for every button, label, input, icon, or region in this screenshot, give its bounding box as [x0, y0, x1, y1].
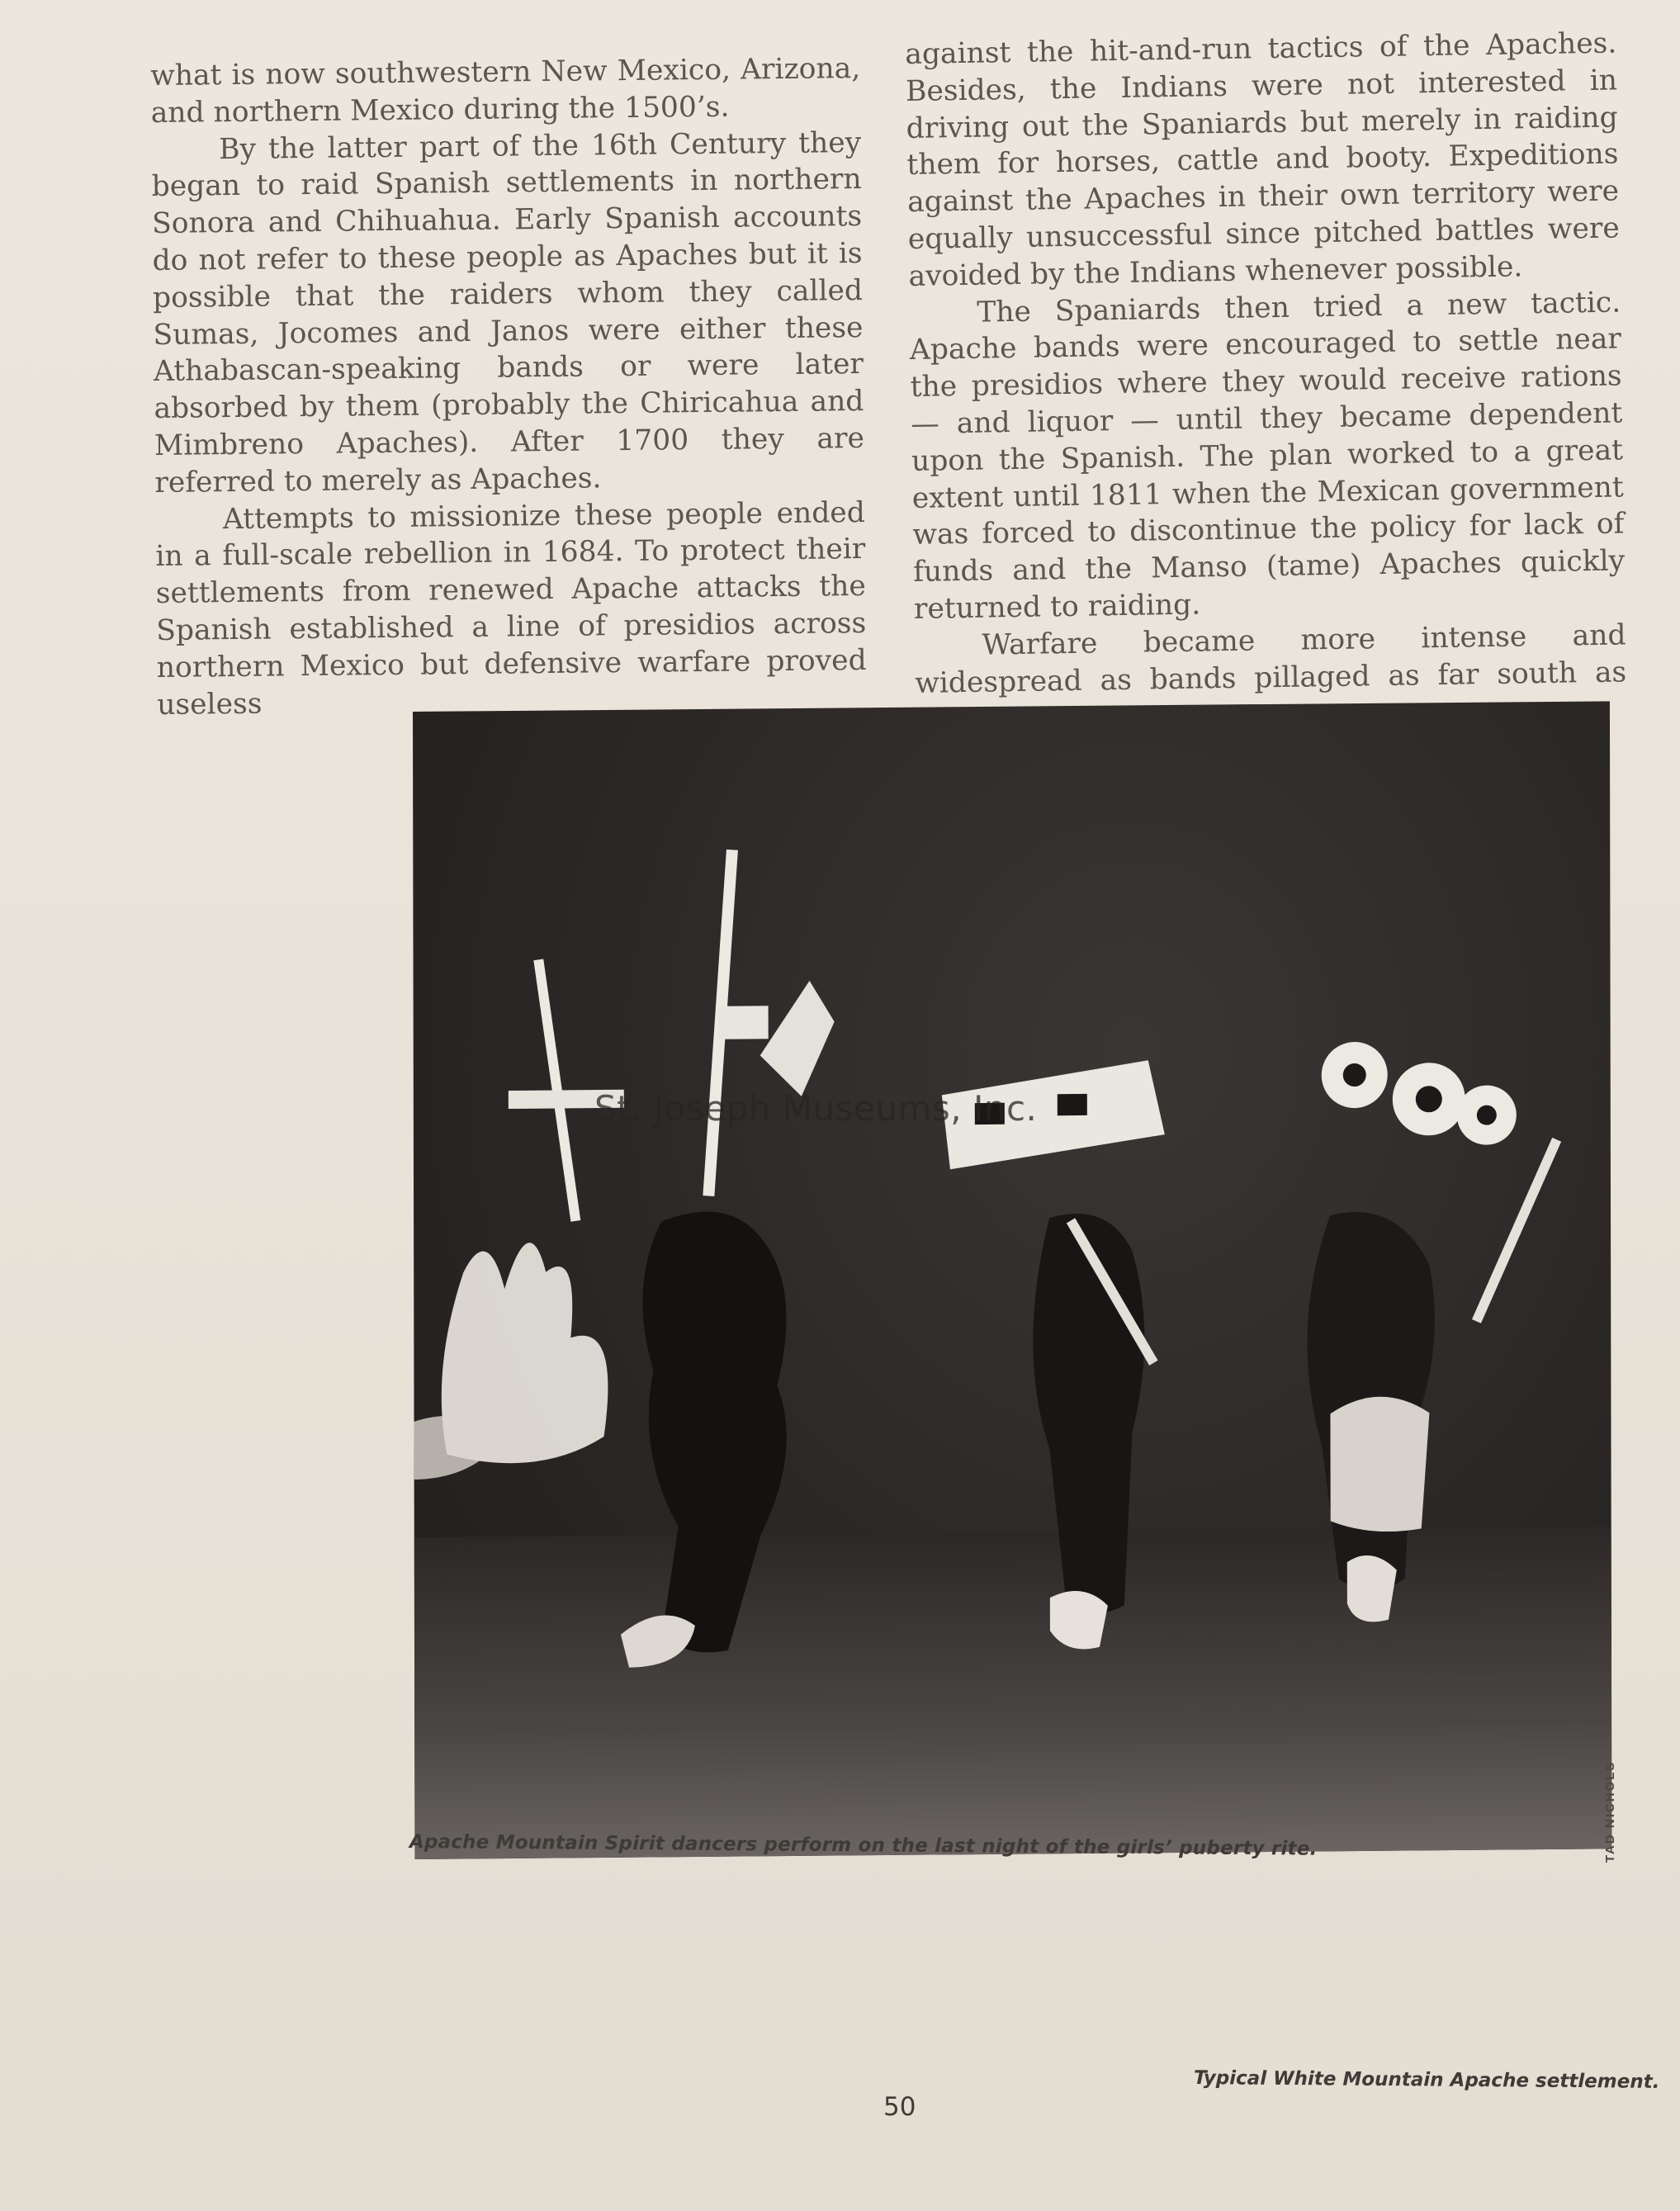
museum-watermark: St. Joseph Museums, Inc. — [594, 1088, 1038, 1129]
left-text-column — [150, 50, 867, 723]
page-number: 50 — [883, 2092, 916, 2122]
left-paragraph-1: what is now southwestern New Mexico, Arizona, and northern Mexico during the 1500’s. — [150, 51, 861, 130]
left-paragraph-3: Attempts to missionize these people ended in a full-scale rebellion in 1684. To protect their settlements from renewed Apache attacks the Spanish established a line of presidios across northern Mexico but defensive warfare proved useless — [155, 495, 867, 722]
photo-caption: Apache Mountain Spirit dancers perform on the last night of the girls’ puberty rite. — [409, 1831, 1318, 1860]
photo-credit: TAD NICHOLS — [1603, 1760, 1617, 1863]
right-paragraph-1: against the hit-and-run tactics of the Apaches. Besides, the Indians were not interested in driving out the Spaniards but merely in raiding them for horses, cattle and booty. Expeditions against the Apaches in their own territory were equally unsuccessful since pitched battles were avoided by the Indians whenever possible. — [905, 26, 1621, 293]
right-paragraph-2: The Spaniards then tried a new tactic. Apache bands were encouraged to settle near the presidios where they would receive rations — and liquor — until they became dependent upon the Spanish. The plan worked to a great extent until 1811 when the Mexican government was forced to discontinue the policy for lack of funds and the Manso (tame) Apaches quickly returned to raiding. — [909, 285, 1626, 626]
left-paragraph-2: By the latter part of the 16th Century they began to raid Spanish settlements in northern Sonora and Chihuahua. Early Spanish accounts do not refer to these people as Apaches but it is possible that the raiders whom they called Sumas, Jocomes and Janos were either these Athabascan-speaking bands or were later absorbed by them (probably the Chiricahua and Mimbreno Apaches). After 1700 they are referred to merely as Apaches. — [151, 125, 865, 499]
dancers-photo-illustration — [413, 701, 1611, 1859]
right-paragraph-3: Warfare became more intense and widespread as bands pillaged as far south as — [914, 618, 1627, 700]
next-page-caption: Typical White Mountain Apache settlement. — [1193, 2067, 1660, 2093]
right-text-column — [905, 25, 1627, 739]
dancers-photograph — [413, 701, 1611, 1859]
